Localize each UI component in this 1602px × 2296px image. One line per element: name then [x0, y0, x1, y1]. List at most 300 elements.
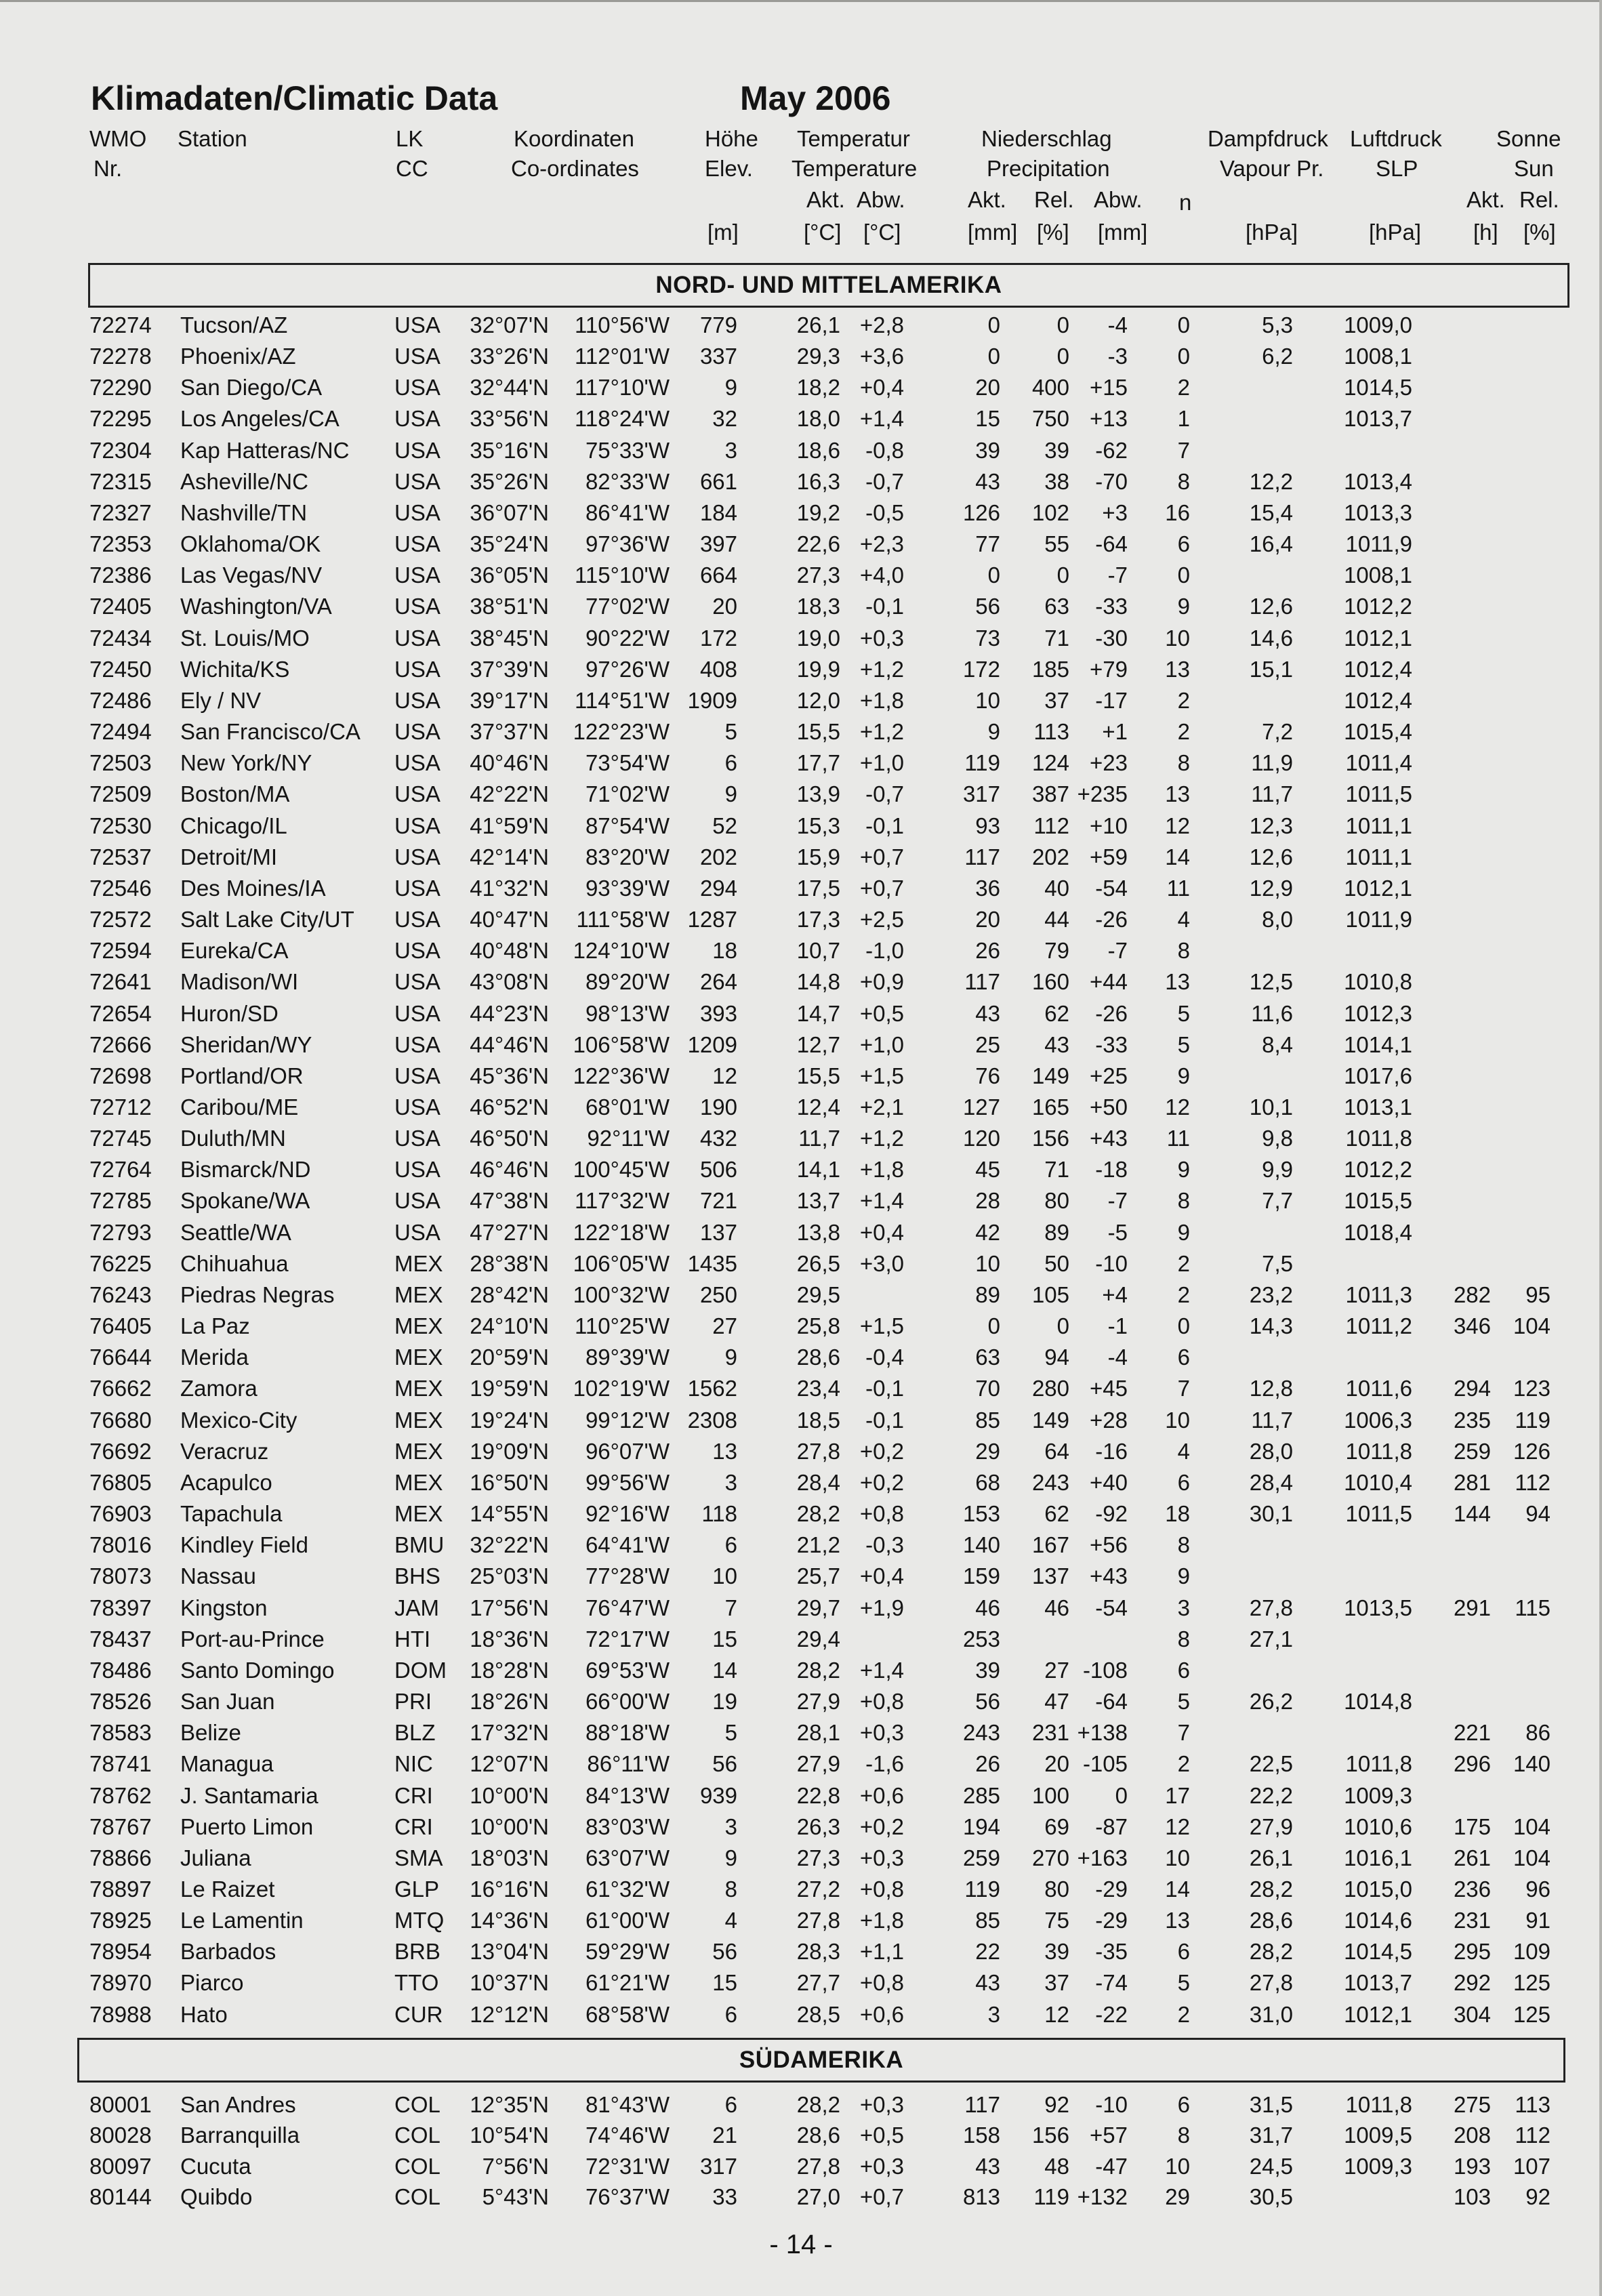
cell-precip-rel: 80 [1044, 1188, 1069, 1214]
cell-precip: 119 [964, 750, 1000, 776]
cell-station: Port-au-Prince [180, 1626, 325, 1652]
cell-slp: 1015,5 [1344, 1188, 1412, 1214]
cell-lon: 66°00'W [585, 1689, 670, 1715]
cell-cc: GLP [394, 1877, 440, 1902]
cell-lat: 10°54'N [470, 2123, 549, 2148]
cell-precip-days: 4 [1177, 1438, 1190, 1464]
cell-precip-rel: 80 [1044, 1877, 1069, 1902]
cell-cc: USA [394, 1094, 440, 1120]
cell-vapour: 7,7 [1262, 1188, 1293, 1214]
cell-precip-dev: -7 [1107, 938, 1128, 964]
cell-temp-dev: +0,2 [859, 1813, 904, 1839]
cell-lon: 112°01'W [575, 344, 670, 369]
cell-vapour: 30,5 [1249, 2184, 1293, 2209]
cell-precip-rel: 92 [1044, 2092, 1069, 2117]
table-row [0, 781, 1602, 813]
table-row [0, 2002, 1602, 2033]
cell-cc: BHS [394, 1563, 440, 1589]
cell-precip: 42 [975, 1219, 1000, 1245]
cell-sun-rel: 104 [1513, 1813, 1550, 1839]
cell-temp-dev: +0,8 [859, 1501, 904, 1527]
cell-sun-rel: 86 [1525, 1720, 1550, 1746]
cell-temp: 12,4 [796, 1094, 840, 1120]
cell-precip: 194 [962, 1813, 1000, 1839]
cell-temp-dev: -0,7 [865, 468, 904, 494]
cell-precip: 117 [964, 2092, 1000, 2117]
cell-vapour: 28,0 [1249, 1438, 1293, 1464]
header-precip-rel-unit: [%] [1037, 220, 1069, 245]
cell-precip-days: 8 [1177, 938, 1190, 964]
cell-temp-dev: +1,5 [859, 1063, 904, 1088]
cell-cc: COL [394, 2184, 440, 2209]
cell-temp-dev: +3,0 [859, 1250, 904, 1276]
table-row [0, 1188, 1602, 1219]
cell-slp: 1009,3 [1344, 1782, 1412, 1808]
cell-precip-dev: +40 [1090, 1469, 1128, 1495]
cell-temp: 26,5 [796, 1250, 840, 1276]
cell-lon: 68°01'W [585, 1094, 670, 1120]
cell-precip: 36 [975, 875, 1000, 901]
table-row [0, 1595, 1602, 1626]
cell-elev: 250 [699, 1282, 737, 1307]
cell-lon: 118°24'W [575, 406, 670, 432]
cell-cc: USA [394, 1000, 440, 1026]
cell-station: Acapulco [180, 1469, 272, 1495]
cell-temp: 13,9 [796, 781, 840, 807]
cell-slp: 1012,1 [1344, 2001, 1412, 2027]
cell-slp: 1012,1 [1344, 875, 1412, 901]
cell-wmo: 72594 [89, 938, 152, 964]
cell-lat: 18°28'N [470, 1657, 549, 1683]
cell-wmo: 72793 [89, 1219, 152, 1245]
cell-vapour: 12,6 [1249, 844, 1293, 869]
cell-wmo: 72353 [89, 531, 152, 557]
cell-precip: 253 [962, 1626, 1000, 1652]
cell-station: Nassau [180, 1563, 256, 1589]
cell-cc: USA [394, 719, 440, 745]
cell-slp: 1018,4 [1344, 1219, 1412, 1245]
cell-slp: 1011,6 [1345, 1376, 1412, 1401]
cell-wmo: 72295 [89, 406, 152, 432]
cell-precip-rel: 79 [1044, 938, 1069, 964]
cell-precip: 172 [962, 656, 1000, 682]
cell-temp: 29,3 [796, 344, 840, 369]
cell-station: Piarco [180, 1970, 244, 1996]
cell-lat: 38°45'N [470, 625, 549, 651]
cell-precip-days: 0 [1177, 562, 1190, 588]
cell-sun: 296 [1453, 1751, 1491, 1777]
cell-wmo: 78925 [89, 1908, 152, 1933]
cell-lon: 63°07'W [585, 1845, 670, 1870]
table-row [0, 1939, 1602, 1970]
table-row [0, 1063, 1602, 1094]
cell-precip-dev: +15 [1090, 375, 1128, 401]
cell-slp: 1014,8 [1344, 1689, 1412, 1715]
cell-precip-dev: -7 [1107, 1188, 1128, 1214]
cell-lat: 18°36'N [470, 1626, 549, 1652]
cell-precip: 9 [987, 719, 1000, 745]
cell-sun: 295 [1453, 1939, 1491, 1965]
cell-lat: 5°43'N [482, 2184, 549, 2209]
cell-precip-rel: 156 [1031, 2123, 1069, 2148]
cell-temp-dev: +3,6 [859, 344, 904, 369]
cell-cc: USA [394, 687, 440, 713]
cell-lat: 42°14'N [470, 844, 549, 869]
cell-temp: 19,9 [796, 656, 840, 682]
cell-precip-dev: -29 [1095, 1908, 1128, 1933]
cell-cc: USA [394, 468, 440, 494]
cell-precip-dev: +50 [1090, 1094, 1128, 1120]
cell-cc: USA [394, 625, 440, 651]
cell-precip: 46 [975, 1595, 1000, 1620]
cell-cc: BLZ [394, 1720, 436, 1746]
cell-lat: 10°37'N [470, 1970, 549, 1996]
cell-precip: 159 [962, 1563, 1000, 1589]
cell-cc: USA [394, 312, 440, 337]
cell-temp: 19,0 [796, 625, 840, 651]
cell-cc: TTO [394, 1970, 439, 1996]
cell-temp-dev: +0,5 [859, 2123, 904, 2148]
cell-station: Portland/OR [180, 1063, 304, 1088]
cell-lon: 84°13'W [585, 1782, 670, 1808]
cell-vapour: 27,1 [1249, 1626, 1293, 1652]
cell-station: Salt Lake City/UT [180, 907, 354, 932]
cell-precip-dev: -35 [1095, 1939, 1128, 1965]
cell-cc: USA [394, 406, 440, 432]
cell-cc: MEX [394, 1376, 443, 1401]
cell-station: Tucson/AZ [180, 312, 288, 337]
cell-slp: 1011,9 [1345, 531, 1412, 557]
cell-precip-rel: 44 [1044, 907, 1069, 932]
cell-temp: 29,5 [796, 1282, 840, 1307]
cell-precip: 39 [975, 1657, 1000, 1683]
cell-wmo: 78897 [89, 1877, 152, 1902]
cell-precip-days: 13 [1165, 969, 1190, 995]
cell-temp: 28,4 [796, 1469, 840, 1495]
cell-precip: 3 [987, 2001, 1000, 2027]
cell-temp-dev: +0,3 [859, 1845, 904, 1870]
cell-precip: 25 [975, 1031, 1000, 1057]
cell-slp: 1010,8 [1344, 969, 1412, 995]
cell-station: Asheville/NC [180, 468, 308, 494]
cell-precip-days: 7 [1177, 1720, 1190, 1746]
cell-lon: 75°33'W [585, 437, 670, 463]
header-temp-abw: Abw. [857, 187, 905, 212]
cell-precip-dev: +3 [1102, 499, 1128, 525]
cell-temp: 16,3 [796, 468, 840, 494]
cell-elev: 408 [699, 656, 737, 682]
cell-lat: 19°24'N [470, 1407, 549, 1433]
cell-precip-days: 3 [1177, 1595, 1190, 1620]
cell-precip-days: 7 [1177, 437, 1190, 463]
cell-temp: 18,2 [796, 375, 840, 401]
cell-station: Boston/MA [180, 781, 290, 807]
cell-elev: 393 [699, 1000, 737, 1026]
cell-elev: 9 [724, 781, 737, 807]
cell-temp-dev: +1,4 [859, 1657, 904, 1683]
cell-precip-rel: 55 [1044, 531, 1069, 557]
table-row [0, 1032, 1602, 1063]
cell-lon: 117°32'W [575, 1188, 670, 1214]
cell-precip-days: 6 [1177, 1345, 1190, 1370]
cell-cc: BMU [394, 1532, 445, 1558]
cell-lon: 88°18'W [585, 1720, 670, 1746]
cell-precip-dev: -108 [1082, 1657, 1128, 1683]
cell-lon: 61°32'W [585, 1877, 670, 1902]
cell-lat: 37°37'N [470, 719, 549, 745]
cell-precip: 43 [975, 1000, 1000, 1026]
cell-sun-rel: 104 [1513, 1313, 1550, 1339]
cell-lat: 32°07'N [470, 312, 549, 337]
cell-slp: 1014,6 [1344, 1908, 1412, 1933]
cell-sun-rel: 94 [1525, 1501, 1550, 1527]
cell-lat: 19°09'N [470, 1438, 549, 1464]
cell-station: La Paz [180, 1313, 250, 1339]
cell-sun-rel: 107 [1513, 2153, 1550, 2179]
cell-slp: 1011,8 [1345, 2092, 1412, 2117]
cell-temp-dev: -0,1 [865, 1376, 904, 1401]
cell-sun: 235 [1453, 1407, 1491, 1433]
cell-elev: 5 [724, 719, 737, 745]
cell-temp: 28,1 [796, 1720, 840, 1746]
table-row [0, 876, 1602, 907]
cell-cc: CRI [394, 1782, 433, 1808]
cell-wmo: 72764 [89, 1157, 152, 1183]
cell-sun-rel: 96 [1525, 1877, 1550, 1902]
cell-precip-dev: +44 [1090, 969, 1128, 995]
cell-temp: 11,7 [798, 1126, 840, 1151]
cell-cc: MEX [394, 1469, 443, 1495]
cell-temp-dev: +0,4 [859, 375, 904, 401]
cell-lat: 46°52'N [470, 1094, 549, 1120]
cell-precip-rel: 37 [1044, 687, 1069, 713]
cell-sun-rel: 125 [1513, 1970, 1550, 1996]
cell-lon: 68°58'W [585, 2001, 670, 2027]
cell-precip: 0 [987, 344, 1000, 369]
cell-precip: 317 [962, 781, 1000, 807]
cell-elev: 3 [724, 1813, 737, 1839]
header-station: Station [178, 126, 247, 151]
cell-cc: NIC [394, 1751, 433, 1777]
cell-sun-rel: 92 [1525, 2184, 1550, 2209]
cell-temp: 28,2 [796, 1657, 840, 1683]
table-row [0, 1126, 1602, 1157]
cell-cc: DOM [394, 1657, 447, 1683]
cell-temp-dev: +1,4 [859, 1188, 904, 1214]
header-slp-unit: [hPa] [1369, 220, 1422, 245]
cell-precip-rel: 165 [1031, 1094, 1069, 1120]
cell-precip-days: 12 [1165, 1813, 1190, 1839]
table-row [0, 938, 1602, 969]
cell-precip-dev: -4 [1107, 312, 1128, 337]
cell-precip-rel: 75 [1044, 1908, 1069, 1933]
cell-vapour: 11,6 [1251, 1000, 1293, 1026]
cell-elev: 6 [724, 1532, 737, 1558]
cell-lat: 20°59'N [470, 1345, 549, 1370]
cell-station: Bismarck/ND [180, 1157, 311, 1183]
cell-vapour: 12,9 [1249, 875, 1293, 901]
cell-lon: 92°11'W [587, 1126, 670, 1151]
cell-temp: 13,7 [796, 1188, 840, 1214]
cell-sun: 291 [1453, 1595, 1491, 1620]
cell-lat: 33°26'N [470, 344, 549, 369]
header-temp-unit: [°C] [804, 220, 842, 245]
cell-lon: 76°47'W [585, 1595, 670, 1620]
cell-precip-dev: -62 [1095, 437, 1128, 463]
cell-precip-rel: 100 [1031, 1782, 1069, 1808]
cell-wmo: 78970 [89, 1970, 152, 1996]
cell-lat: 17°56'N [470, 1595, 549, 1620]
cell-precip-days: 2 [1177, 687, 1190, 713]
cell-precip: 77 [975, 531, 1000, 557]
cell-sun-rel: 109 [1513, 1939, 1550, 1965]
cell-precip-dev: -16 [1095, 1438, 1128, 1464]
cell-cc: USA [394, 750, 440, 776]
cell-precip-dev: +132 [1077, 2184, 1128, 2209]
cell-temp: 27,9 [796, 1689, 840, 1715]
cell-slp: 1011,5 [1345, 781, 1412, 807]
cell-wmo: 76225 [89, 1250, 152, 1276]
cell-lat: 41°32'N [470, 875, 549, 901]
cell-temp: 14,8 [796, 969, 840, 995]
table-row [0, 1689, 1602, 1720]
cell-precip-dev: +59 [1090, 844, 1128, 869]
cell-precip-rel: 47 [1044, 1689, 1069, 1715]
cell-vapour: 28,2 [1249, 1939, 1293, 1965]
table-row [0, 1877, 1602, 1908]
cell-lat: 16°50'N [470, 1469, 549, 1495]
cell-precip-days: 0 [1177, 1313, 1190, 1339]
cell-wmo: 78437 [89, 1626, 152, 1652]
cell-precip: 0 [987, 562, 1000, 588]
cell-precip-rel: 89 [1044, 1219, 1069, 1245]
cell-cc: MEX [394, 1250, 443, 1276]
cell-precip-days: 5 [1177, 1000, 1190, 1026]
cell-wmo: 72745 [89, 1126, 152, 1151]
cell-lon: 77°28'W [585, 1563, 670, 1589]
cell-slp: 1010,4 [1344, 1469, 1412, 1495]
cell-sun-rel: 123 [1513, 1376, 1550, 1401]
cell-lon: 100°32'W [573, 1282, 670, 1307]
cell-precip-dev: -7 [1107, 562, 1128, 588]
cell-precip-rel: 149 [1031, 1407, 1069, 1433]
cell-temp-dev: -0,8 [865, 437, 904, 463]
cell-slp: 1011,9 [1345, 907, 1412, 932]
cell-lat: 12°07'N [470, 1751, 549, 1777]
cell-station: Los Angeles/CA [180, 406, 340, 432]
cell-precip-days: 7 [1177, 1376, 1190, 1401]
cell-temp: 27,3 [796, 1845, 840, 1870]
cell-precip: 93 [975, 813, 1000, 838]
cell-lon: 93°39'W [585, 875, 670, 901]
cell-elev: 6 [724, 2001, 737, 2027]
cell-temp: 25,8 [796, 1313, 840, 1339]
cell-temp: 18,5 [796, 1407, 840, 1433]
cell-wmo: 76805 [89, 1469, 152, 1495]
cell-elev: 939 [699, 1782, 737, 1808]
cell-lon: 98°13'W [585, 1000, 670, 1026]
cell-precip: 0 [987, 312, 1000, 337]
cell-temp-dev: -0,5 [865, 499, 904, 525]
cell-precip: 120 [962, 1126, 1000, 1151]
cell-lat: 37°39'N [470, 656, 549, 682]
cell-precip-dev: +56 [1090, 1532, 1128, 1558]
cell-vapour: 27,8 [1249, 1970, 1293, 1996]
cell-sun: 281 [1453, 1469, 1491, 1495]
cell-cc: MEX [394, 1438, 443, 1464]
cell-elev: 1562 [687, 1376, 737, 1401]
cell-lon: 114°51'W [575, 687, 670, 713]
cell-wmo: 78016 [89, 1532, 152, 1558]
cell-lat: 32°22'N [470, 1532, 549, 1558]
cell-lat: 41°59'N [470, 813, 549, 838]
cell-precip-rel: 0 [1056, 1313, 1069, 1339]
cell-precip-days: 5 [1177, 1031, 1190, 1057]
cell-precip: 158 [962, 2123, 1000, 2148]
cell-elev: 33 [712, 2184, 737, 2209]
header-slp: SLP [1376, 156, 1418, 181]
cell-precip-days: 6 [1177, 531, 1190, 557]
cell-precip: 76 [975, 1063, 1000, 1088]
cell-slp: 1012,4 [1344, 687, 1412, 713]
cell-sun: 294 [1453, 1376, 1491, 1401]
cell-precip-rel: 185 [1031, 656, 1069, 682]
cell-wmo: 72405 [89, 594, 152, 619]
cell-precip-days: 2 [1177, 719, 1190, 745]
cell-precip-days: 2 [1177, 1250, 1190, 1276]
cell-lon: 64°41'W [585, 1532, 670, 1558]
cell-sun: 282 [1453, 1282, 1491, 1307]
cell-precip-days: 12 [1165, 1094, 1190, 1120]
cell-lat: 42°22'N [470, 781, 549, 807]
cell-precip: 10 [975, 687, 1000, 713]
cell-temp: 27,8 [796, 1438, 840, 1464]
cell-vapour: 11,7 [1251, 1407, 1293, 1433]
cell-vapour: 12,2 [1249, 468, 1293, 494]
cell-precip-days: 16 [1165, 499, 1190, 525]
cell-slp: 1009,5 [1344, 2123, 1412, 2148]
cell-temp-dev: +0,7 [859, 2184, 904, 2209]
cell-elev: 337 [699, 344, 737, 369]
cell-lon: 99°12'W [585, 1407, 670, 1433]
cell-temp: 22,6 [796, 531, 840, 557]
cell-precip-days: 2 [1177, 1751, 1190, 1777]
cell-temp-dev: +0,9 [859, 969, 904, 995]
cell-temp: 27,9 [796, 1751, 840, 1777]
table-row [0, 2184, 1602, 2215]
header-luftdruck: Luftdruck [1350, 126, 1442, 151]
cell-vapour: 23,2 [1249, 1282, 1293, 1307]
cell-slp: 1013,7 [1344, 1970, 1412, 1996]
cell-precip-dev: -30 [1095, 625, 1128, 651]
cell-station: Madison/WI [180, 969, 299, 995]
cell-elev: 8 [724, 1877, 737, 1902]
cell-temp: 28,2 [796, 1501, 840, 1527]
cell-precip-dev: -26 [1095, 1000, 1128, 1026]
cell-cc: USA [394, 875, 440, 901]
cell-vapour: 7,2 [1262, 719, 1293, 745]
cell-precip-rel: 20 [1044, 1751, 1069, 1777]
cell-wmo: 76405 [89, 1313, 152, 1339]
cell-precip: 26 [975, 938, 1000, 964]
cell-temp-dev: -0,1 [865, 1407, 904, 1433]
cell-precip: 15 [975, 406, 1000, 432]
cell-temp: 15,9 [796, 844, 840, 869]
cell-sun: 208 [1453, 2123, 1491, 2148]
cell-precip-dev: -47 [1095, 2153, 1128, 2179]
table-row [0, 1439, 1602, 1470]
cell-precip-rel: 105 [1031, 1282, 1069, 1307]
